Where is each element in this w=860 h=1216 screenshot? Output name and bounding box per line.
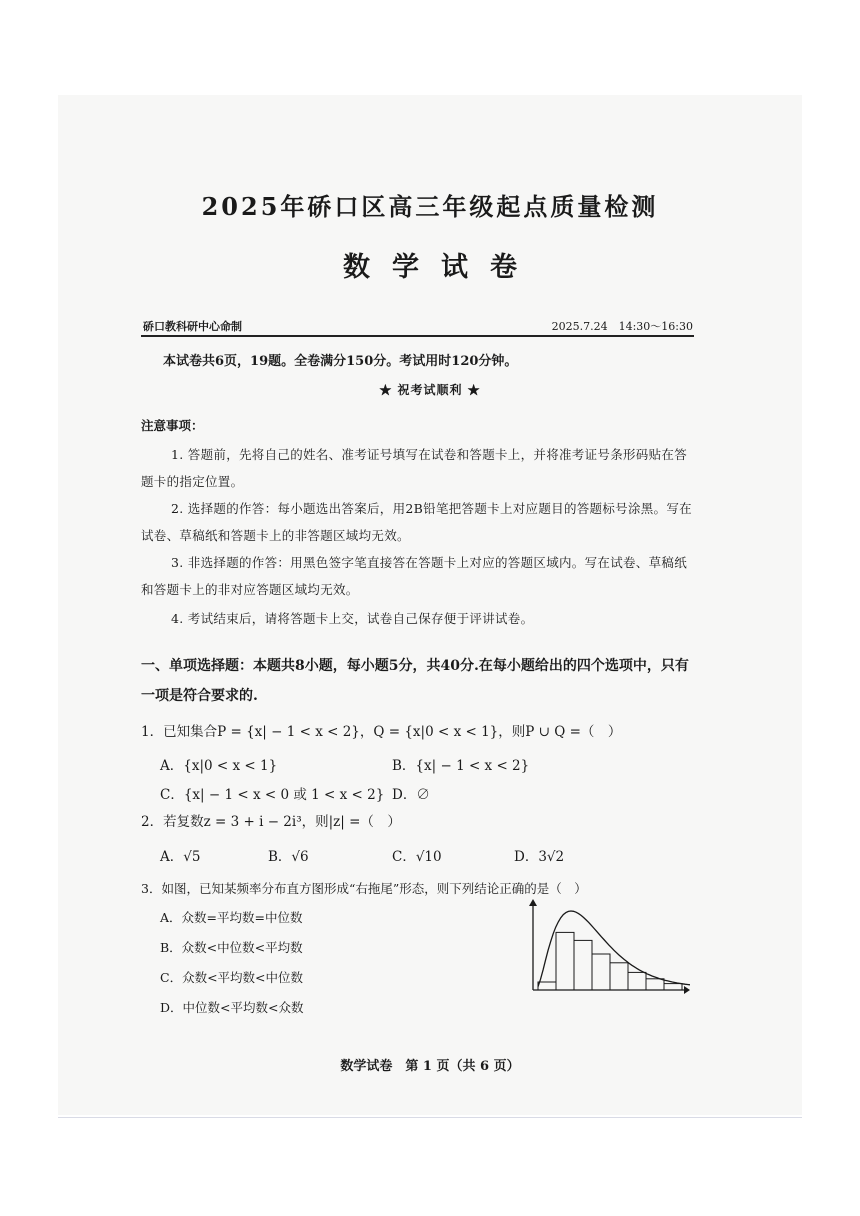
section-heading: 一、单项选择题：本题共8小题，每小题5分，共40分.在每小题给出的四个选项中，只有一项是符合要求的.	[141, 658, 689, 704]
q2-option-b: B．√6	[268, 849, 309, 865]
note-item: 3. 非选择题的作答：用黑色签字笔直接答在答题卡上对应的答题区域内。写在试卷、草稿纸和答题卡上的非对应答题区域均无效。	[141, 555, 688, 597]
x-axis-arrow	[684, 986, 690, 994]
page-footer: 数学试卷 第 1 页（共 6 页）	[340, 1059, 520, 1074]
histogram-bar	[646, 979, 664, 990]
exam-intro: 本试卷共6页，19题。全卷满分150分。考试用时120分钟。	[163, 354, 518, 369]
header-rule	[141, 335, 694, 337]
question-3-stem: 3．如图，已知某频率分布直方图形成“右拖尾”形态，则下列结论正确的是（ ）	[141, 881, 587, 896]
y-axis-arrow	[529, 899, 537, 906]
note-item: 4. 考试结束后，请将答题卡上交，试卷自己保存便于评讲试卷。	[171, 611, 534, 626]
issuer-label: 硚口教科研中心命制	[143, 320, 242, 333]
scan-edge-line	[58, 1117, 802, 1118]
histogram-bar	[610, 963, 628, 990]
q3-option-d: D．中位数<平均数<众数	[160, 1000, 304, 1015]
note-item: 2. 选择题的作答：每小题选出答案后，用2B铅笔把答题卡上对应题目的答题标号涂黑。写在试卷、草稿纸和答题卡上的非答题区域均无效。	[141, 501, 692, 543]
q1-option-b: B．{x| − 1 < x < 2}	[392, 758, 530, 774]
exam-date-time: 2025.7.24 14:30～16:30	[551, 320, 693, 333]
histogram-bar	[538, 982, 556, 990]
q1-option-d: D．∅	[392, 787, 430, 803]
q3-option-c: C．众数<平均数<中位数	[160, 970, 304, 985]
histogram-bar	[628, 972, 646, 990]
histogram-bar	[592, 954, 610, 990]
q3-option-b: B．众数<中位数<平均数	[160, 940, 303, 955]
q2-option-d: D．3√2	[514, 849, 565, 865]
question-1-stem: 1．已知集合P = {x| − 1 < x < 2}，Q = {x|0 < x < 1}，则P ∪ Q =（ ）	[141, 724, 622, 740]
q3-option-a: A．众数=平均数=中位数	[160, 910, 303, 925]
q2-option-a: A．√5	[160, 849, 201, 865]
q1-option-a: A．{x|0 < x < 1}	[160, 758, 278, 774]
histogram-bar	[556, 932, 574, 990]
question-2-stem: 2．若复数z = 3 + i − 2i³，则|z| =（ ）	[141, 814, 401, 830]
frequency-histogram-figure	[524, 898, 690, 998]
notes-heading: 注意事项：	[141, 418, 204, 433]
distribution-curve	[538, 911, 690, 987]
q1-option-c: C．{x| − 1 < x < 0 或 1 < x < 2}	[160, 787, 385, 803]
exam-title: 2025年硚口区高三年级起点质量检测	[201, 192, 659, 221]
note-item: 1. 答题前，先将自己的姓名、准考证号填写在试卷和答题卡上，并将准考证号条形码贴在答题卡的指定位置。	[141, 447, 688, 489]
exam-subtitle: 数学试卷	[343, 252, 539, 283]
histogram-bar	[664, 984, 682, 990]
histogram-bar	[574, 940, 592, 990]
good-luck-banner: ★ 祝考试顺利 ★	[379, 383, 481, 397]
q2-option-c: C．√10	[392, 849, 442, 865]
